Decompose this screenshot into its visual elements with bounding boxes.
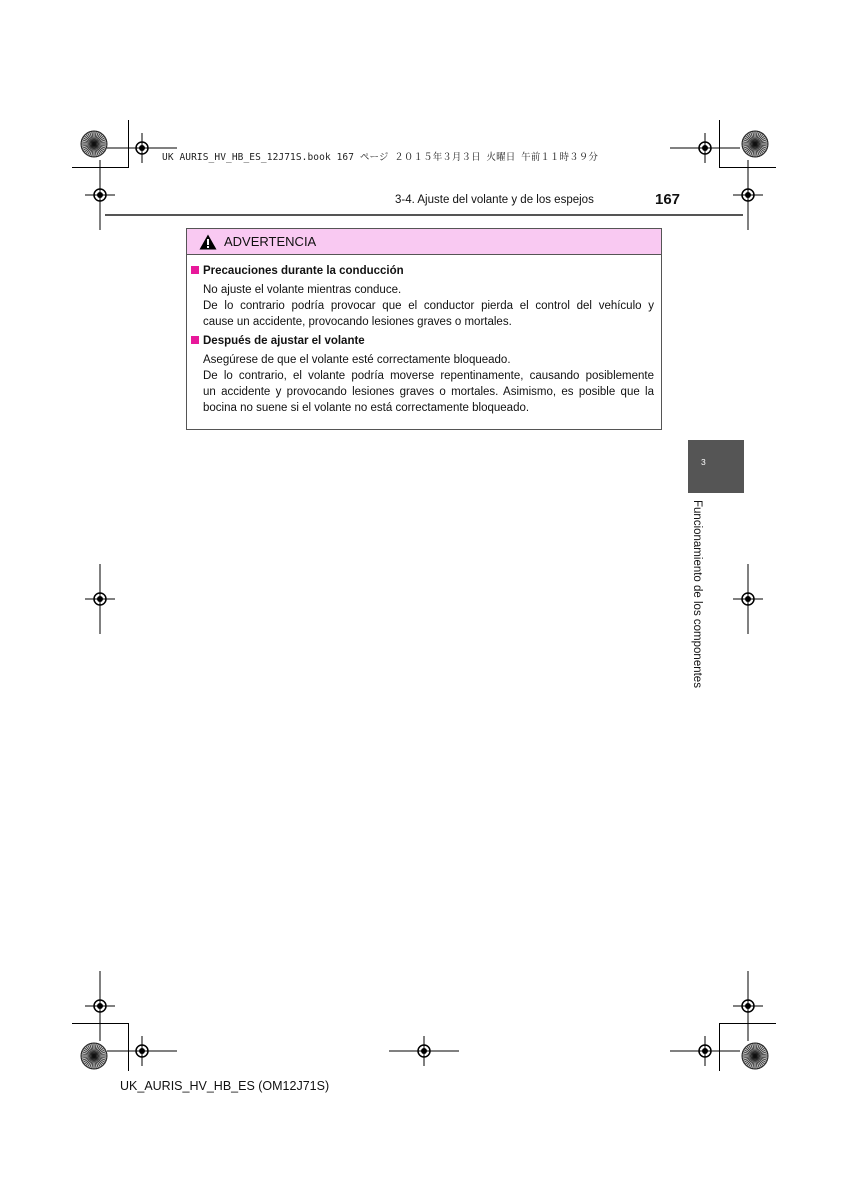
page-number: 167 [655, 191, 681, 208]
crosshair-mark-icon [85, 160, 115, 230]
crosshair-mark-icon [670, 1036, 740, 1066]
warning-body-line: bocina no suene si el volante no está correctamente bloqueado. [203, 402, 530, 414]
registration-wheel-icon [741, 130, 769, 158]
warning-item-heading [191, 265, 404, 277]
bullet-square-icon [191, 266, 199, 274]
registration-wheel-icon [80, 130, 108, 158]
chapter-label: Funcionamiento de los componentes [691, 500, 703, 688]
bullet-square-icon [191, 336, 199, 344]
footer-code: UK_AURIS_HV_HB_ES (OM12J71S) [120, 1079, 330, 1093]
crosshair-mark-icon [733, 971, 763, 1041]
warning-body-line: cause un accidente, provocando lesiones graves o mortales. [203, 316, 512, 328]
registration-wheel-icon [741, 1042, 769, 1070]
warning-body-line: No ajuste el volante mientras conduce. [203, 284, 402, 296]
header-rule [105, 214, 743, 216]
print-info: UK AURIS_HV_HB_ES_12J71S.book 167 ページ ２０１５年３月３日 火曜日 午前１１時３９分 [162, 152, 598, 163]
registration-wheel-icon [80, 1042, 108, 1070]
crosshair-mark-icon [733, 564, 763, 634]
warning-item-heading-text: Precauciones durante la conducción [203, 265, 404, 277]
warning-triangle-icon [199, 234, 217, 250]
crosshair-mark-icon [107, 1036, 177, 1066]
warning-body-line: De lo contrario, el volante podría moverse repentinamente, causando posiblemente [203, 370, 654, 382]
chapter-number: 3 [701, 457, 706, 467]
warning-title: ADVERTENCIA [224, 234, 317, 249]
crosshair-mark-icon [733, 160, 763, 230]
warning-item-heading-text: Después de ajustar el volante [203, 335, 365, 347]
section-title: 3-4. Ajuste del volante y de los espejos [395, 194, 594, 206]
warning-item-heading [191, 335, 365, 347]
crosshair-mark-icon [389, 1036, 459, 1066]
warning-box [186, 228, 662, 430]
warning-body-line: Asegúrese de que el volante esté correctamente bloqueado. [203, 354, 511, 366]
crosshair-mark-icon [670, 133, 740, 163]
crosshair-mark-icon [85, 564, 115, 634]
chapter-tab [688, 440, 744, 493]
warning-body-line: De lo contrario podría provocar que el conductor pierda el control del vehículo y [203, 300, 654, 312]
warning-header [187, 229, 661, 255]
warning-body-line: un accidente y provocando lesiones graves o mortales. Asimismo, es posible que la [203, 386, 654, 398]
crosshair-mark-icon [85, 971, 115, 1041]
